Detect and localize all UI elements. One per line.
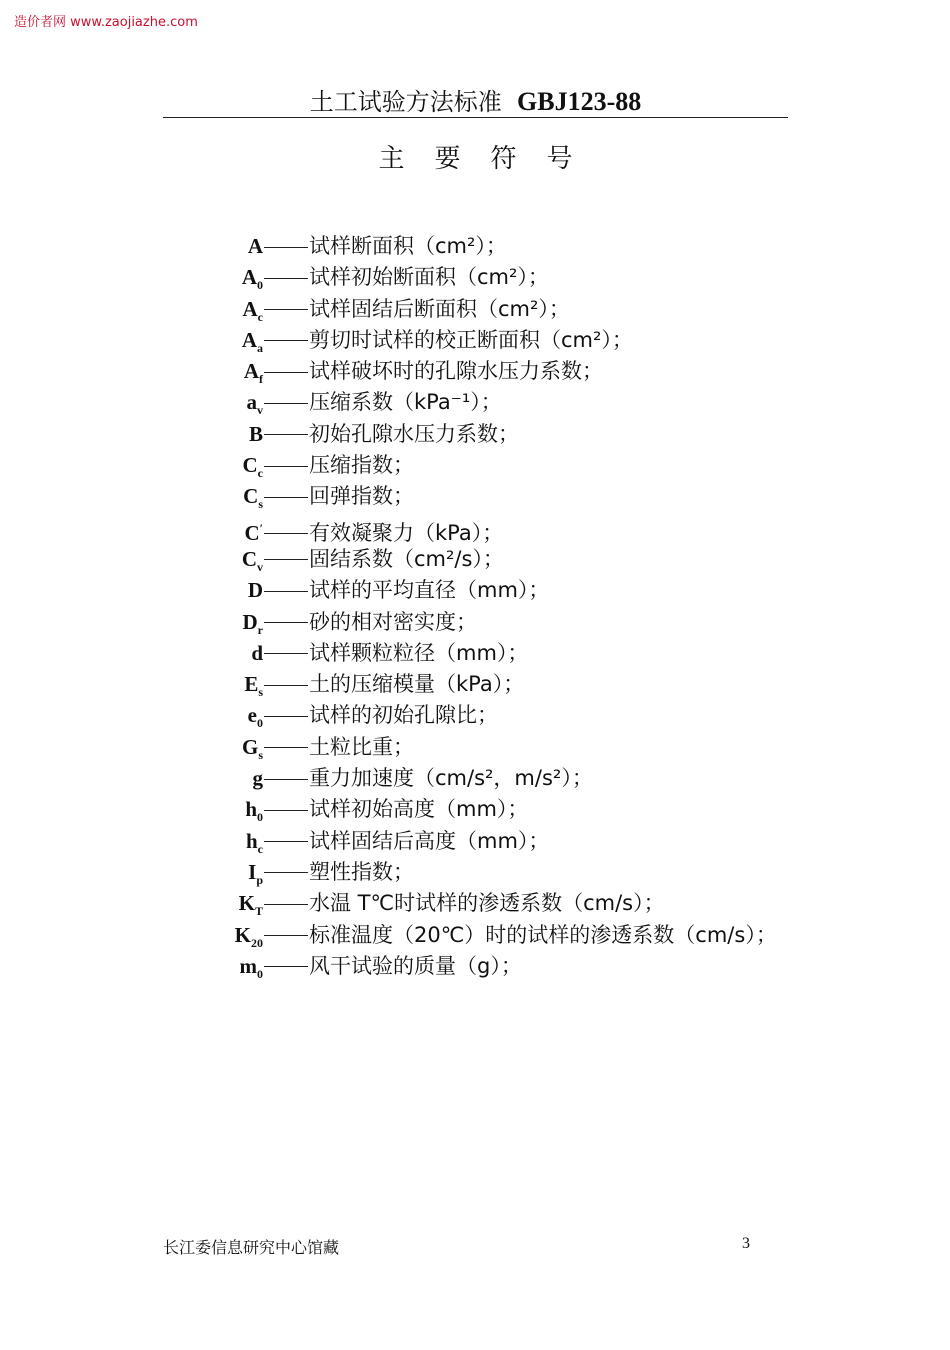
symbol-subscript: p (256, 873, 263, 888)
symbol-description: 剪切时试样的校正断面积（cm²）； (309, 327, 633, 352)
symbol-description: 重力加速度（cm/s²，m/s²）； (309, 766, 593, 791)
symbol-description: 风干试验的质量（g）； (309, 953, 522, 978)
symbol-description: 水温 T℃时试样的渗透系数（cm/s）； (309, 891, 665, 916)
em-dash-separator (264, 622, 308, 623)
symbol-subscript: 0 (257, 716, 263, 731)
symbol-base: D (247, 578, 263, 603)
symbol (225, 231, 263, 262)
em-dash-separator (264, 434, 308, 435)
symbol-description: 标准温度（20℃）时的试样的渗透系数（cm/s）； (309, 922, 777, 947)
symbol-subscript: c (257, 466, 263, 481)
page-number: 3 (742, 1235, 750, 1252)
symbol-description: 砂的相对密实度； (309, 609, 477, 634)
symbol-base: E (244, 672, 259, 697)
symbol-row (225, 356, 777, 387)
symbol-description: 试样固结后断面积（cm²）； (309, 296, 570, 321)
symbol-row (225, 294, 777, 325)
symbol-superscript: ′ (259, 520, 263, 535)
symbol-description: 回弹指数； (309, 484, 414, 509)
document-title (163, 82, 788, 117)
symbol-list (225, 231, 777, 982)
symbol-base: m (239, 953, 257, 978)
symbol-base: g (252, 766, 263, 791)
symbol-base: C (242, 453, 258, 478)
footer-collection-note: 长江委信息研究中心馆藏 (163, 1238, 340, 1257)
symbol-subscript: v (257, 403, 263, 418)
symbol-subscript: 0 (257, 967, 263, 982)
symbol-description: 试样的平均直径（mm）； (309, 578, 550, 603)
symbol-base: d (251, 640, 263, 665)
symbol-base: G (241, 734, 259, 759)
symbol-base: A (243, 359, 259, 384)
em-dash-separator (264, 935, 308, 936)
symbol-description: 试样初始高度（mm）； (309, 797, 529, 822)
symbol-base: A (247, 234, 263, 258)
em-dash-separator (264, 278, 308, 279)
symbol-base: A (241, 327, 257, 352)
symbol-row (225, 544, 777, 575)
em-dash-separator (264, 559, 308, 560)
symbol (225, 638, 263, 669)
symbol-row (225, 732, 777, 763)
symbol (225, 951, 263, 990)
em-dash-separator (264, 309, 308, 310)
symbol-subscript: c (257, 841, 263, 856)
symbol-description: 试样颗粒粒径（mm）； (309, 640, 529, 665)
symbol (225, 575, 263, 606)
symbol-description: 试样固结后高度（mm）； (309, 828, 550, 853)
symbol-row (225, 231, 777, 262)
symbol-row (225, 826, 777, 857)
symbol-row (225, 450, 777, 481)
symbol-base: K (234, 922, 251, 947)
symbol-base: C (241, 546, 257, 571)
symbol-base: D (242, 609, 258, 634)
symbol-base: C (243, 484, 259, 509)
em-dash-separator (264, 533, 308, 534)
symbol-subscript: 20 (251, 935, 263, 950)
em-dash-separator (264, 340, 308, 341)
symbol-row (225, 325, 777, 356)
symbol-row (225, 513, 777, 544)
symbol-subscript: 0 (257, 278, 263, 293)
em-dash-separator (264, 966, 308, 967)
symbol-row (225, 669, 777, 700)
title-underline (163, 117, 788, 118)
symbol-subscript: s (258, 685, 263, 700)
symbol-description: 土粒比重； (309, 734, 414, 759)
symbol-row (225, 638, 777, 669)
symbol-description: 有效凝聚力（kPa）； (309, 520, 504, 545)
em-dash-separator (264, 747, 308, 748)
symbol-description: 初始孔隙水压力系数； (309, 421, 519, 446)
em-dash-separator (264, 779, 308, 780)
symbol-row (225, 481, 777, 512)
symbol-row (225, 700, 777, 731)
em-dash-separator (264, 841, 308, 842)
em-dash-separator (264, 466, 308, 467)
symbol-base: A (241, 265, 257, 290)
em-dash-separator (264, 497, 308, 498)
watermark: 造价者网 www.zaojiazhe.com (14, 15, 198, 30)
symbol (225, 763, 263, 794)
em-dash-separator (264, 372, 308, 373)
symbol-subscript: s (258, 747, 263, 762)
symbol-subscript: c (257, 309, 263, 324)
em-dash-separator (264, 403, 308, 404)
em-dash-separator (264, 591, 308, 592)
symbol-subscript: v (257, 560, 263, 575)
symbol-description: 土的压缩模量（kPa）； (309, 672, 525, 697)
symbol-description: 试样初始断面积（cm²）； (309, 265, 549, 290)
symbol-row (225, 920, 777, 951)
symbol-subscript: r (257, 622, 263, 637)
em-dash-separator (264, 904, 308, 905)
symbol-subscript: 0 (257, 810, 263, 825)
symbol-base: C (244, 520, 260, 545)
symbol-row (225, 387, 777, 418)
symbol-row (225, 575, 777, 606)
symbol-description: 固结系数（cm²/s）； (309, 546, 504, 571)
symbol-description: 试样的初始孔隙比； (309, 703, 498, 728)
symbol-base: A (242, 296, 258, 321)
symbol-description: 压缩指数； (309, 453, 414, 478)
symbol-row (225, 794, 777, 825)
symbol-row (225, 888, 777, 919)
symbol-description: 试样断面积（cm²）； (309, 234, 507, 258)
em-dash-separator (264, 716, 308, 717)
symbol-row (225, 857, 777, 888)
symbol-row (225, 763, 777, 794)
symbol-base: e (247, 703, 257, 728)
symbol-row (225, 419, 777, 450)
em-dash-separator (264, 247, 308, 248)
symbol-base: h (245, 828, 258, 853)
symbol (225, 419, 263, 450)
title-cn: 土工试验方法标准 (309, 88, 502, 116)
symbol-description: 试样破坏时的孔隙水压力系数； (309, 359, 603, 384)
symbol-base: I (248, 859, 257, 884)
em-dash-separator (264, 653, 308, 654)
symbol-base: h (245, 797, 257, 822)
symbol-subscript: a (257, 341, 263, 356)
symbol-subscript: s (258, 497, 263, 512)
symbol-row (225, 951, 777, 982)
symbol-row (225, 262, 777, 293)
title-code: GBJ123-88 (517, 87, 642, 116)
symbol-subscript: f (259, 372, 263, 387)
em-dash-separator (264, 685, 308, 686)
symbol-description: 压缩系数（kPa⁻¹）； (309, 390, 502, 415)
section-title: 主要符号 (378, 144, 603, 174)
em-dash-separator (264, 872, 308, 873)
symbol-description: 塑性指数； (309, 859, 414, 884)
symbol-row (225, 607, 777, 638)
symbol-base: B (248, 421, 263, 446)
symbol-base: K (238, 891, 255, 916)
em-dash-separator (264, 810, 308, 811)
symbol-subscript: T (254, 904, 263, 919)
symbol-base: a (246, 390, 257, 415)
